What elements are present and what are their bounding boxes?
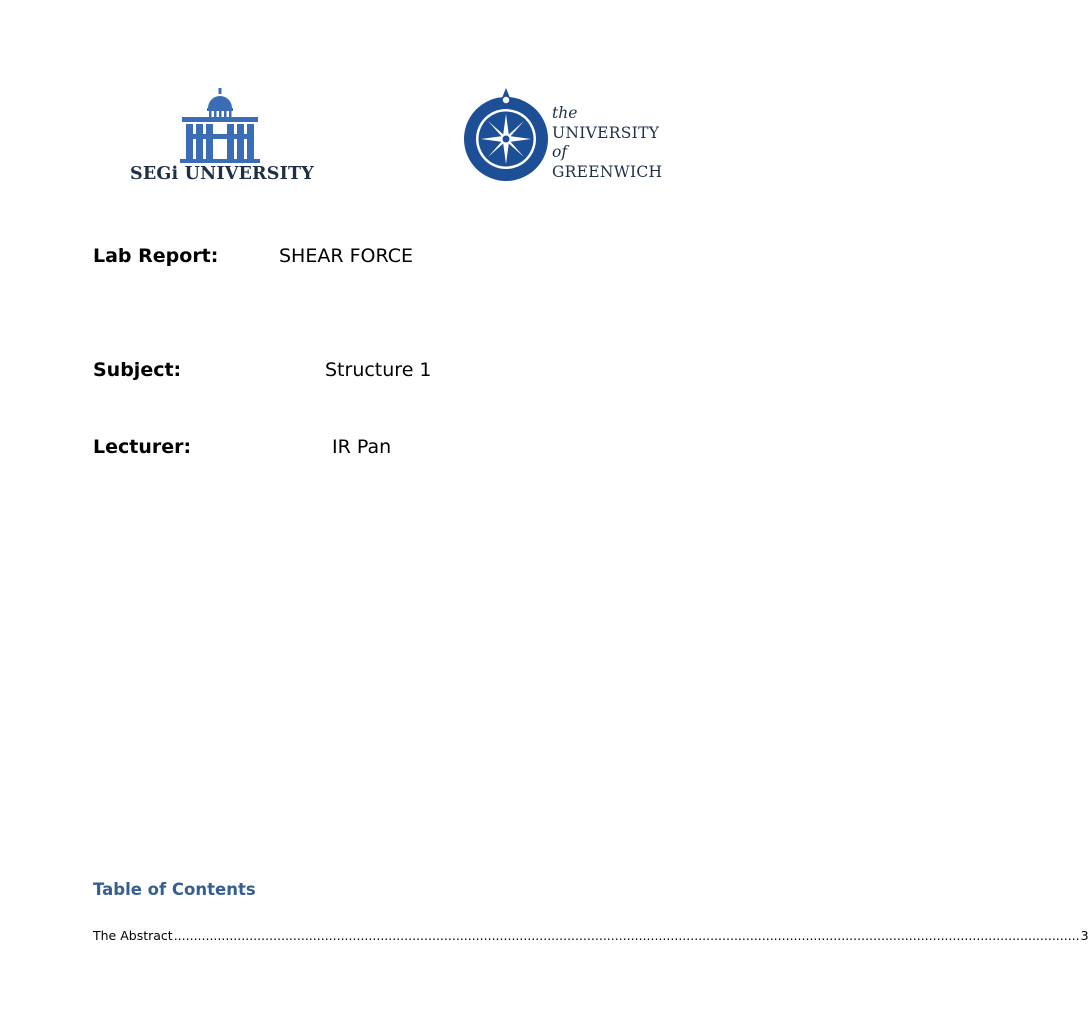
subject-label: Subject: [93, 359, 182, 381]
greenwich-line-of: of [552, 143, 568, 161]
greenwich-wordmark [552, 104, 662, 182]
greenwich-line-university: UNIVERSITY [552, 123, 660, 142]
toc-entry-title: The Abstract [93, 928, 173, 943]
toc-entry-page: 3 [1080, 928, 1089, 943]
greenwich-university-logo [463, 88, 678, 190]
report-label: Lab Report: [93, 245, 219, 267]
toc-leader-dots: .................................................................................................................................................................................................................................... [173, 928, 1080, 943]
lecturer-label: Lecturer: [93, 436, 192, 458]
greenwich-line-greenwich: GREENWICH [552, 162, 663, 181]
greenwich-seal-icon [463, 88, 549, 188]
segi-building-icon [180, 88, 262, 164]
toc-heading: Table of Contents [93, 880, 256, 899]
report-value: SHEAR FORCE [279, 245, 414, 267]
subject-value: Structure 1 [325, 359, 432, 381]
greenwich-line-the: the [552, 104, 578, 122]
segi-university-logo [128, 88, 314, 188]
segi-university-name: SEGi UNIVERSITY [130, 164, 314, 184]
lecturer-value: IR Pan [332, 436, 392, 458]
toc-entry[interactable] [93, 928, 1089, 943]
